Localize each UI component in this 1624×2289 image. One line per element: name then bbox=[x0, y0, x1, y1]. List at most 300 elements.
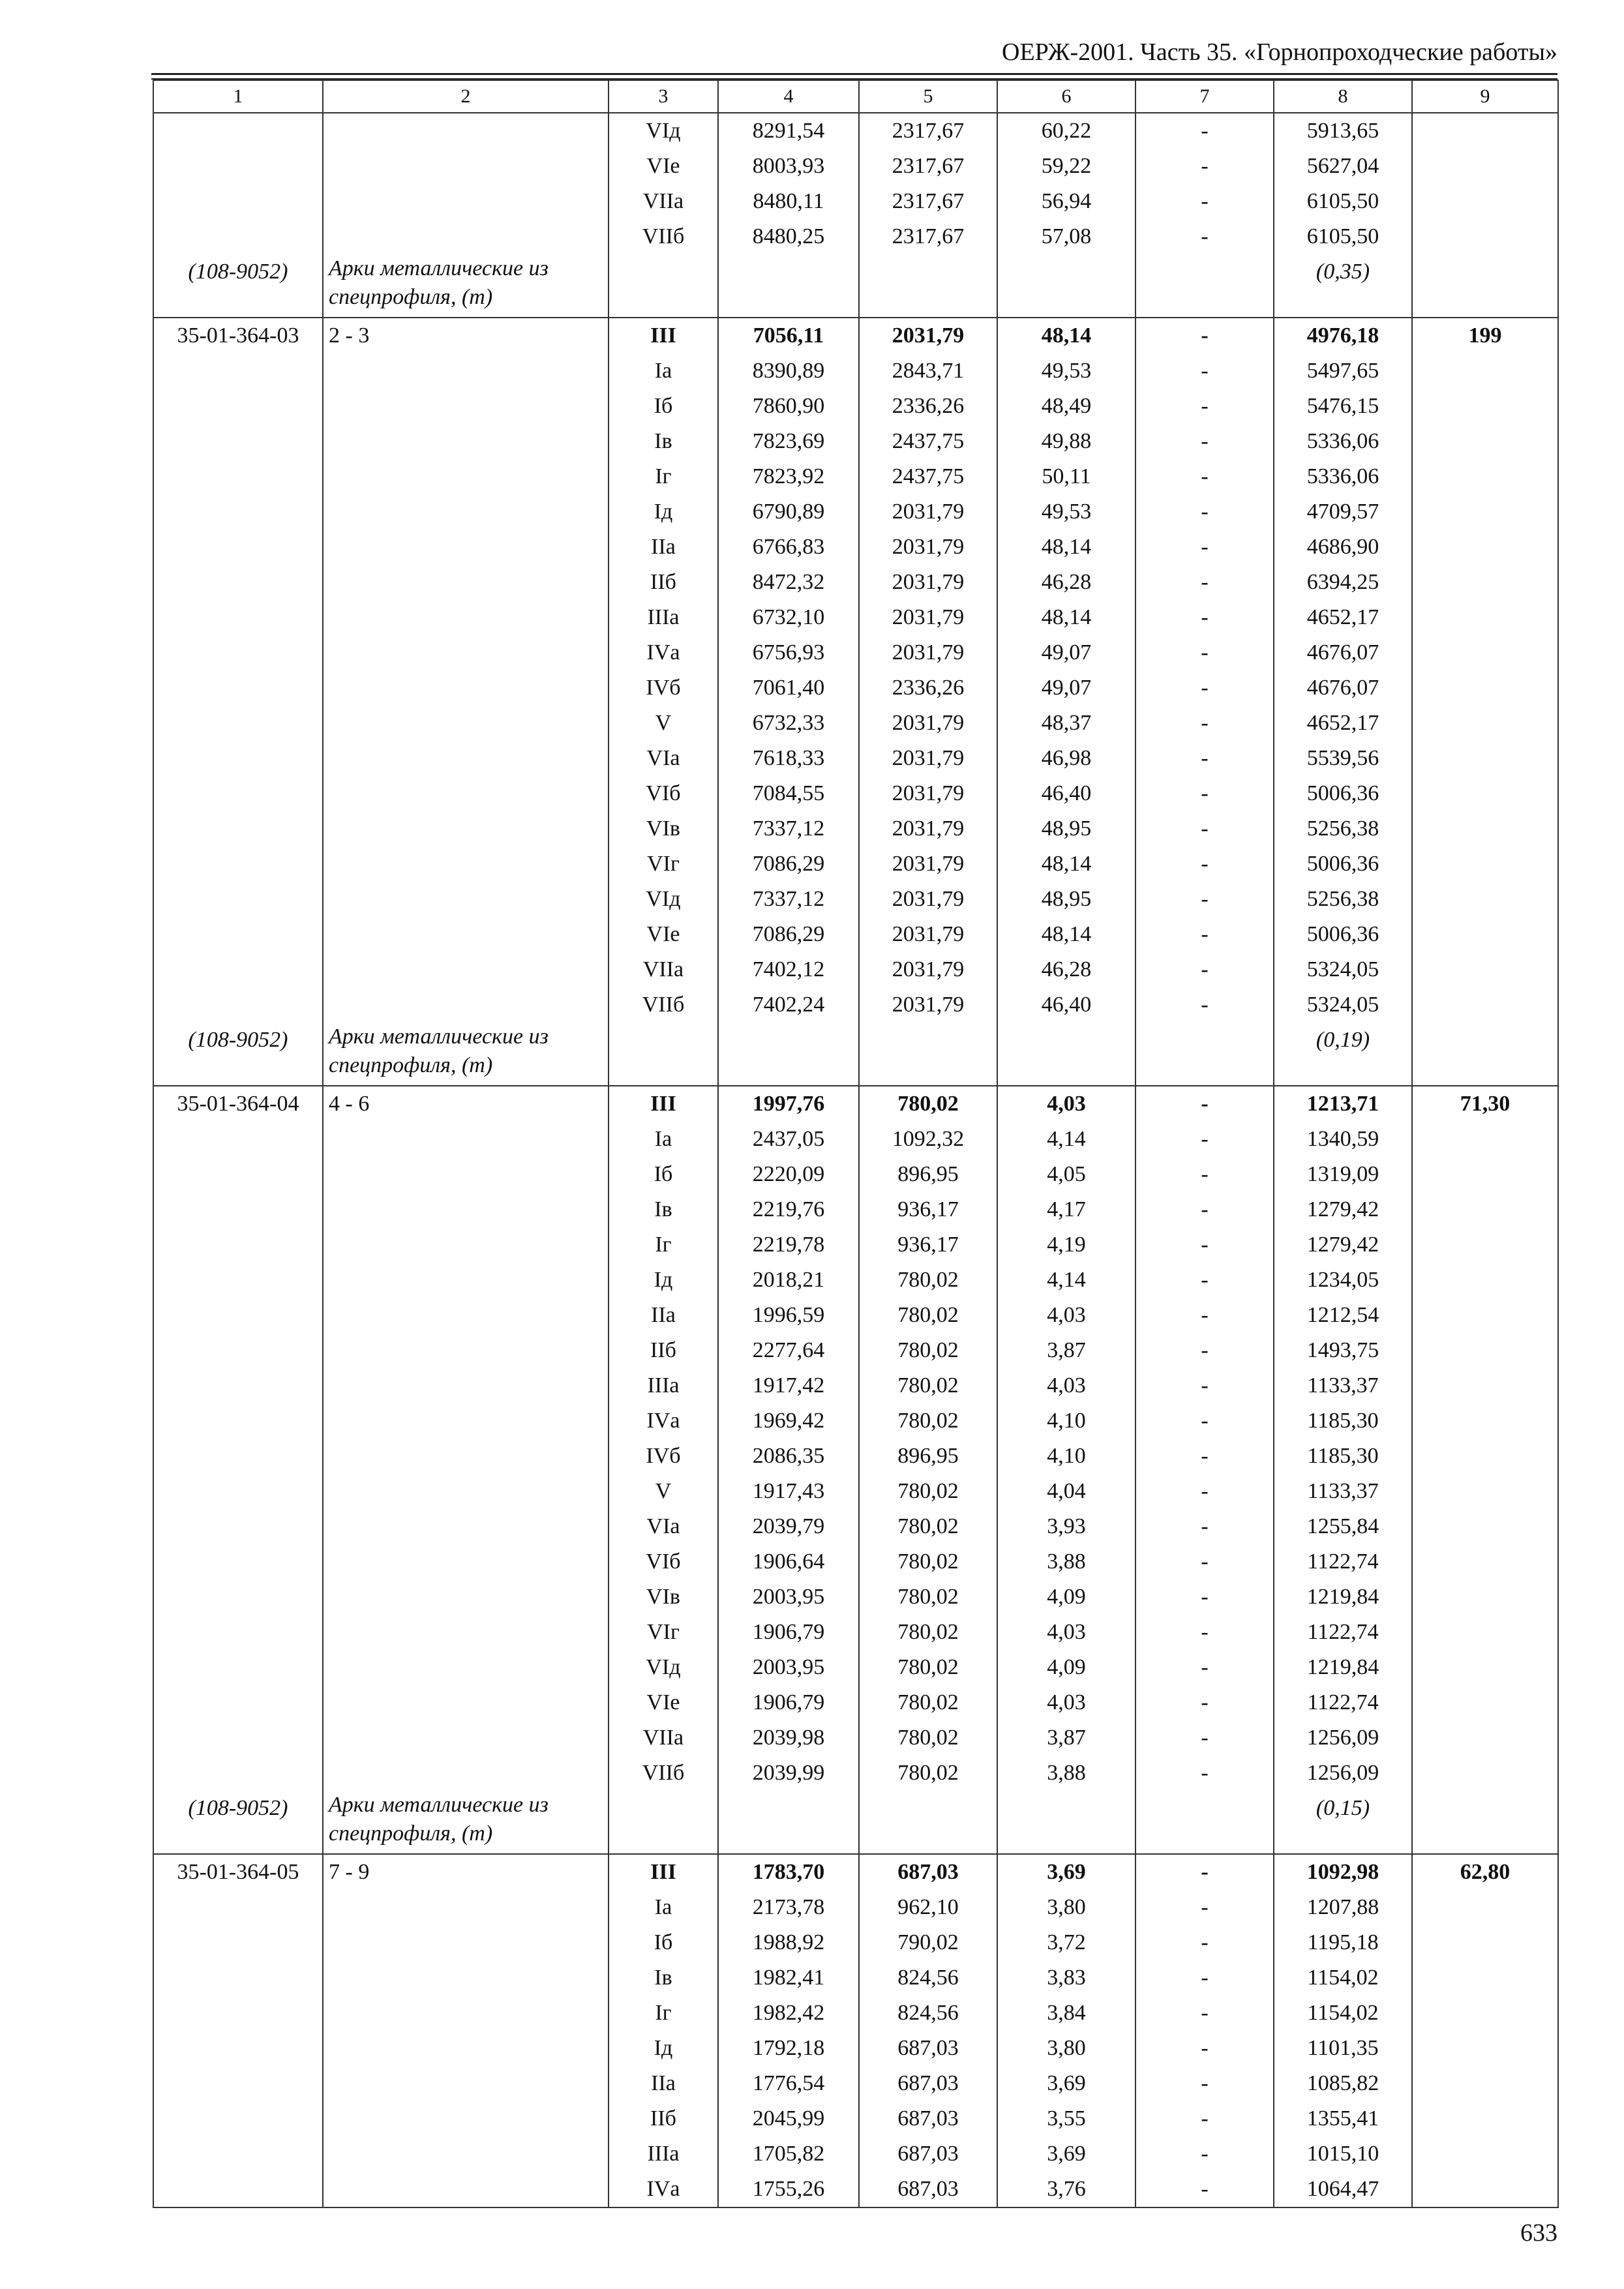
wages-cell: 780,02 bbox=[859, 1615, 997, 1650]
rate-code-cell bbox=[153, 389, 323, 424]
range-cell bbox=[323, 424, 609, 459]
rate-code-cell bbox=[153, 1403, 323, 1439]
direct-cost-cell: 1906,79 bbox=[718, 1615, 859, 1650]
wages-cell: 780,02 bbox=[859, 1579, 997, 1615]
materials-cell: 4676,07 bbox=[1274, 670, 1412, 706]
rate-code-cell bbox=[153, 219, 323, 254]
table-row bbox=[153, 1890, 1558, 1925]
machines-cell: 3,69 bbox=[997, 2136, 1135, 2172]
category-cell: VIа bbox=[609, 1509, 718, 1544]
range-cell bbox=[323, 1122, 609, 1157]
category-cell: IIа bbox=[609, 1298, 718, 1333]
materials-cell: 1154,02 bbox=[1274, 1960, 1412, 1996]
machines-cell: 4,19 bbox=[997, 1227, 1135, 1263]
labor-cost-cell bbox=[1412, 494, 1558, 530]
drivers-wages-cell: - bbox=[1135, 1122, 1274, 1157]
rate-code-cell bbox=[153, 2136, 323, 2172]
rate-code-cell bbox=[153, 2172, 323, 2207]
direct-cost-cell: 7337,12 bbox=[718, 811, 859, 846]
drivers-wages-cell: - bbox=[1135, 917, 1274, 952]
wages-cell: 687,03 bbox=[859, 2031, 997, 2066]
wages-cell: 2031,79 bbox=[859, 882, 997, 917]
wages-cell: 2031,79 bbox=[859, 846, 997, 882]
range-cell bbox=[323, 2066, 609, 2101]
labor-cost-cell bbox=[1412, 1157, 1558, 1192]
rate-code-cell bbox=[153, 1650, 323, 1685]
drivers-wages-cell: - bbox=[1135, 1650, 1274, 1685]
category-cell: VIв bbox=[609, 811, 718, 846]
material-note-row bbox=[153, 1791, 1558, 1854]
category-cell: IIIа bbox=[609, 1368, 718, 1403]
range-cell bbox=[323, 952, 609, 987]
wages-cell: 780,02 bbox=[859, 1368, 997, 1403]
drivers-wages-cell: - bbox=[1135, 1615, 1274, 1650]
materials-cell: 1256,09 bbox=[1274, 1756, 1412, 1791]
empty-cell bbox=[1412, 1023, 1558, 1086]
machines-cell: 49,07 bbox=[997, 635, 1135, 670]
drivers-wages-cell: - bbox=[1135, 530, 1274, 565]
machines-cell: 4,14 bbox=[997, 1263, 1135, 1298]
rate-code-cell bbox=[153, 1192, 323, 1227]
direct-cost-cell: 1783,70 bbox=[718, 1854, 859, 1890]
machines-cell: 4,03 bbox=[997, 1086, 1135, 1122]
table-row bbox=[153, 184, 1558, 219]
range-cell bbox=[323, 1615, 609, 1650]
wages-cell: 790,02 bbox=[859, 1925, 997, 1960]
drivers-wages-cell: - bbox=[1135, 882, 1274, 917]
wages-cell: 2031,79 bbox=[859, 318, 997, 353]
materials-cell: 1212,54 bbox=[1274, 1298, 1412, 1333]
rate-code-cell bbox=[153, 670, 323, 706]
materials-cell: 1255,84 bbox=[1274, 1509, 1412, 1544]
materials-cell: 1319,09 bbox=[1274, 1157, 1412, 1192]
drivers-wages-cell: - bbox=[1135, 1263, 1274, 1298]
materials-cell: 1219,84 bbox=[1274, 1650, 1412, 1685]
empty-cell bbox=[859, 1023, 997, 1086]
materials-cell: 5006,36 bbox=[1274, 776, 1412, 811]
empty-cell bbox=[997, 254, 1135, 318]
wages-cell: 2031,79 bbox=[859, 952, 997, 987]
table-row bbox=[153, 494, 1558, 530]
rate-code-cell: 35-01-364-05 bbox=[153, 1854, 323, 1890]
empty-cell bbox=[609, 1023, 718, 1086]
labor-cost-cell bbox=[1412, 635, 1558, 670]
empty-cell bbox=[997, 1023, 1135, 1086]
labor-cost-cell bbox=[1412, 1615, 1558, 1650]
materials-cell: 1092,98 bbox=[1274, 1854, 1412, 1890]
machines-cell: 48,95 bbox=[997, 882, 1135, 917]
table-row bbox=[153, 1996, 1558, 2031]
wages-cell: 780,02 bbox=[859, 1333, 997, 1368]
table-row bbox=[153, 2136, 1558, 2172]
machines-cell: 48,14 bbox=[997, 600, 1135, 635]
machines-cell: 48,14 bbox=[997, 917, 1135, 952]
empty-cell bbox=[1412, 254, 1558, 318]
range-cell bbox=[323, 565, 609, 600]
materials-cell: 5324,05 bbox=[1274, 952, 1412, 987]
drivers-wages-cell: - bbox=[1135, 1890, 1274, 1925]
category-cell: IVа bbox=[609, 635, 718, 670]
rate-code-cell bbox=[153, 1298, 323, 1333]
drivers-wages-cell: - bbox=[1135, 1227, 1274, 1263]
range-cell: 2 - 3 bbox=[323, 318, 609, 353]
category-cell: IIб bbox=[609, 2101, 718, 2136]
range-cell bbox=[323, 776, 609, 811]
rate-code-cell bbox=[153, 2066, 323, 2101]
page-number: 633 bbox=[1520, 2219, 1557, 2247]
drivers-wages-cell: - bbox=[1135, 2101, 1274, 2136]
materials-cell: 1185,30 bbox=[1274, 1439, 1412, 1474]
category-cell: Iг bbox=[609, 1227, 718, 1263]
wages-cell: 2336,26 bbox=[859, 389, 997, 424]
labor-cost-cell bbox=[1412, 2101, 1558, 2136]
wages-cell: 896,95 bbox=[859, 1439, 997, 1474]
category-cell: VIIа bbox=[609, 952, 718, 987]
materials-cell: 4652,17 bbox=[1274, 600, 1412, 635]
drivers-wages-cell: - bbox=[1135, 318, 1274, 353]
category-cell: VIб bbox=[609, 1544, 718, 1579]
labor-cost-cell bbox=[1412, 811, 1558, 846]
category-cell: VIд bbox=[609, 1650, 718, 1685]
rate-code-cell bbox=[153, 1615, 323, 1650]
labor-cost-cell bbox=[1412, 2172, 1558, 2207]
wages-cell: 687,03 bbox=[859, 2101, 997, 2136]
category-cell: VIб bbox=[609, 776, 718, 811]
range-cell bbox=[323, 1263, 609, 1298]
direct-cost-cell: 2219,76 bbox=[718, 1192, 859, 1227]
table-row bbox=[153, 952, 1558, 987]
direct-cost-cell: 7337,12 bbox=[718, 882, 859, 917]
labor-cost-cell bbox=[1412, 1925, 1558, 1960]
category-cell: Iд bbox=[609, 494, 718, 530]
labor-cost-cell: 62,80 bbox=[1412, 1854, 1558, 1890]
labor-cost-cell bbox=[1412, 1333, 1558, 1368]
direct-cost-cell: 1906,64 bbox=[718, 1544, 859, 1579]
direct-cost-cell: 8472,32 bbox=[718, 565, 859, 600]
empty-cell bbox=[718, 1023, 859, 1086]
category-cell: V bbox=[609, 1474, 718, 1509]
labor-cost-cell bbox=[1412, 149, 1558, 184]
rate-code-cell bbox=[153, 1439, 323, 1474]
range-cell: 7 - 9 bbox=[323, 1854, 609, 1890]
table-row bbox=[153, 2066, 1558, 2101]
category-cell: IIIа bbox=[609, 2136, 718, 2172]
note-text: Арки металлические из спецпрофиля, (т) bbox=[323, 1023, 609, 1086]
wages-cell: 2031,79 bbox=[859, 600, 997, 635]
materials-cell: 1213,71 bbox=[1274, 1086, 1412, 1122]
table-row bbox=[153, 565, 1558, 600]
drivers-wages-cell: - bbox=[1135, 1996, 1274, 2031]
table-row bbox=[153, 318, 1558, 353]
direct-cost-cell: 8291,54 bbox=[718, 113, 859, 149]
table-row bbox=[153, 353, 1558, 389]
rate-code-cell bbox=[153, 1333, 323, 1368]
drivers-wages-cell: - bbox=[1135, 424, 1274, 459]
table-row bbox=[153, 2031, 1558, 2066]
labor-cost-cell bbox=[1412, 1720, 1558, 1756]
table-row bbox=[153, 1474, 1558, 1509]
machines-cell: 48,37 bbox=[997, 706, 1135, 741]
empty-cell bbox=[859, 1791, 997, 1854]
range-cell bbox=[323, 1996, 609, 2031]
wages-cell: 2317,67 bbox=[859, 149, 997, 184]
table-row bbox=[153, 1439, 1558, 1474]
table-row bbox=[153, 1544, 1558, 1579]
drivers-wages-cell: - bbox=[1135, 600, 1274, 635]
rate-code-cell bbox=[153, 149, 323, 184]
wages-cell: 780,02 bbox=[859, 1720, 997, 1756]
rate-code-cell: 35-01-364-04 bbox=[153, 1086, 323, 1122]
materials-cell: 5627,04 bbox=[1274, 149, 1412, 184]
direct-cost-cell: 8003,93 bbox=[718, 149, 859, 184]
labor-cost-cell bbox=[1412, 1509, 1558, 1544]
range-cell bbox=[323, 741, 609, 776]
materials-cell: 1133,37 bbox=[1274, 1368, 1412, 1403]
category-cell: VIд bbox=[609, 882, 718, 917]
range-cell bbox=[323, 1192, 609, 1227]
machines-cell: 46,28 bbox=[997, 952, 1135, 987]
wages-cell: 2437,75 bbox=[859, 424, 997, 459]
machines-cell: 59,22 bbox=[997, 149, 1135, 184]
drivers-wages-cell: - bbox=[1135, 149, 1274, 184]
range-cell bbox=[323, 2136, 609, 2172]
category-cell: IIб bbox=[609, 565, 718, 600]
note-code: (108-9052) bbox=[153, 254, 323, 318]
col-header-9: 9 bbox=[1412, 80, 1558, 113]
machines-cell: 4,10 bbox=[997, 1439, 1135, 1474]
rate-code-cell bbox=[153, 424, 323, 459]
range-cell bbox=[323, 494, 609, 530]
machines-cell: 48,14 bbox=[997, 530, 1135, 565]
range-cell bbox=[323, 1403, 609, 1439]
range-cell bbox=[323, 2172, 609, 2207]
direct-cost-cell: 6732,33 bbox=[718, 706, 859, 741]
category-cell: VIг bbox=[609, 846, 718, 882]
category-cell: Iб bbox=[609, 389, 718, 424]
labor-cost-cell bbox=[1412, 184, 1558, 219]
rates-table bbox=[153, 80, 1559, 2208]
note-value: (0,19) bbox=[1274, 1023, 1412, 1086]
range-cell bbox=[323, 706, 609, 741]
direct-cost-cell: 6732,10 bbox=[718, 600, 859, 635]
drivers-wages-cell: - bbox=[1135, 1474, 1274, 1509]
table-row bbox=[153, 459, 1558, 494]
table-row bbox=[153, 1368, 1558, 1403]
rate-code-cell bbox=[153, 494, 323, 530]
direct-cost-cell: 2086,35 bbox=[718, 1439, 859, 1474]
machines-cell: 60,22 bbox=[997, 113, 1135, 149]
drivers-wages-cell: - bbox=[1135, 1333, 1274, 1368]
range-cell bbox=[323, 1890, 609, 1925]
table-row bbox=[153, 1960, 1558, 1996]
labor-cost-cell: 199 bbox=[1412, 318, 1558, 353]
materials-cell: 1101,35 bbox=[1274, 2031, 1412, 2066]
rate-code-cell bbox=[153, 987, 323, 1023]
machines-cell: 3,84 bbox=[997, 1996, 1135, 2031]
drivers-wages-cell: - bbox=[1135, 1854, 1274, 1890]
note-code: (108-9052) bbox=[153, 1791, 323, 1854]
rate-code-cell bbox=[153, 113, 323, 149]
drivers-wages-cell: - bbox=[1135, 1439, 1274, 1474]
machines-cell: 3,69 bbox=[997, 1854, 1135, 1890]
machines-cell: 48,14 bbox=[997, 846, 1135, 882]
table-row bbox=[153, 670, 1558, 706]
labor-cost-cell bbox=[1412, 987, 1558, 1023]
machines-cell: 50,11 bbox=[997, 459, 1135, 494]
materials-cell: 1133,37 bbox=[1274, 1474, 1412, 1509]
wages-cell: 1092,32 bbox=[859, 1122, 997, 1157]
rate-code-cell: 35-01-364-03 bbox=[153, 318, 323, 353]
machines-cell: 3,69 bbox=[997, 2066, 1135, 2101]
range-cell bbox=[323, 1579, 609, 1615]
rate-code-cell bbox=[153, 1890, 323, 1925]
materials-cell: 5913,65 bbox=[1274, 113, 1412, 149]
rate-code-cell bbox=[153, 1756, 323, 1791]
range-cell bbox=[323, 530, 609, 565]
table-row bbox=[153, 2101, 1558, 2136]
header-rule-thick bbox=[151, 73, 1557, 75]
materials-cell: 1154,02 bbox=[1274, 1996, 1412, 2031]
materials-cell: 1493,75 bbox=[1274, 1333, 1412, 1368]
labor-cost-cell bbox=[1412, 1439, 1558, 1474]
table-row bbox=[153, 635, 1558, 670]
labor-cost-cell bbox=[1412, 1650, 1558, 1685]
direct-cost-cell: 2039,79 bbox=[718, 1509, 859, 1544]
wages-cell: 896,95 bbox=[859, 1157, 997, 1192]
machines-cell: 49,53 bbox=[997, 353, 1135, 389]
labor-cost-cell bbox=[1412, 389, 1558, 424]
rate-code-cell bbox=[153, 1263, 323, 1298]
note-value: (0,15) bbox=[1274, 1791, 1412, 1854]
table-row bbox=[153, 1925, 1558, 1960]
machines-cell: 48,14 bbox=[997, 318, 1135, 353]
materials-cell: 6105,50 bbox=[1274, 184, 1412, 219]
rate-code-cell bbox=[153, 882, 323, 917]
machines-cell: 4,09 bbox=[997, 1579, 1135, 1615]
direct-cost-cell: 2173,78 bbox=[718, 1890, 859, 1925]
drivers-wages-cell: - bbox=[1135, 846, 1274, 882]
table-row bbox=[153, 1854, 1558, 1890]
wages-cell: 780,02 bbox=[859, 1263, 997, 1298]
labor-cost-cell bbox=[1412, 1368, 1558, 1403]
table-row bbox=[153, 389, 1558, 424]
rate-code-cell bbox=[153, 811, 323, 846]
wages-cell: 687,03 bbox=[859, 2066, 997, 2101]
table-row bbox=[153, 600, 1558, 635]
direct-cost-cell: 2003,95 bbox=[718, 1650, 859, 1685]
labor-cost-cell bbox=[1412, 424, 1558, 459]
materials-cell: 1122,74 bbox=[1274, 1685, 1412, 1720]
empty-cell bbox=[609, 254, 718, 318]
machines-cell: 46,40 bbox=[997, 987, 1135, 1023]
range-cell bbox=[323, 1439, 609, 1474]
machines-cell: 4,17 bbox=[997, 1192, 1135, 1227]
empty-cell bbox=[718, 1791, 859, 1854]
drivers-wages-cell: - bbox=[1135, 1298, 1274, 1333]
category-cell: Iд bbox=[609, 2031, 718, 2066]
machines-cell: 3,87 bbox=[997, 1333, 1135, 1368]
drivers-wages-cell: - bbox=[1135, 635, 1274, 670]
rate-code-cell bbox=[153, 1720, 323, 1756]
category-cell: IIб bbox=[609, 1333, 718, 1368]
table-row bbox=[153, 741, 1558, 776]
category-cell: Iв bbox=[609, 1960, 718, 1996]
empty-cell bbox=[997, 1791, 1135, 1854]
range-cell bbox=[323, 113, 609, 149]
labor-cost-cell bbox=[1412, 1227, 1558, 1263]
drivers-wages-cell: - bbox=[1135, 1544, 1274, 1579]
machines-cell: 3,72 bbox=[997, 1925, 1135, 1960]
drivers-wages-cell: - bbox=[1135, 2172, 1274, 2207]
labor-cost-cell: 71,30 bbox=[1412, 1086, 1558, 1122]
drivers-wages-cell: - bbox=[1135, 1960, 1274, 1996]
category-cell: Iг bbox=[609, 1996, 718, 2031]
direct-cost-cell: 1792,18 bbox=[718, 2031, 859, 2066]
direct-cost-cell: 6756,93 bbox=[718, 635, 859, 670]
materials-cell: 5256,38 bbox=[1274, 811, 1412, 846]
machines-cell: 4,14 bbox=[997, 1122, 1135, 1157]
direct-cost-cell: 7402,24 bbox=[718, 987, 859, 1023]
machines-cell: 3,93 bbox=[997, 1509, 1135, 1544]
rate-code-cell bbox=[153, 184, 323, 219]
rate-code-cell bbox=[153, 1960, 323, 1996]
category-cell: V bbox=[609, 706, 718, 741]
table-row bbox=[153, 706, 1558, 741]
wages-cell: 2031,79 bbox=[859, 565, 997, 600]
direct-cost-cell: 6766,83 bbox=[718, 530, 859, 565]
rate-code-cell bbox=[153, 1368, 323, 1403]
wages-cell: 780,02 bbox=[859, 1544, 997, 1579]
drivers-wages-cell: - bbox=[1135, 389, 1274, 424]
drivers-wages-cell: - bbox=[1135, 1579, 1274, 1615]
rate-code-cell bbox=[153, 1685, 323, 1720]
wages-cell: 687,03 bbox=[859, 2136, 997, 2172]
drivers-wages-cell: - bbox=[1135, 1403, 1274, 1439]
table-row bbox=[153, 1263, 1558, 1298]
table-row bbox=[153, 1756, 1558, 1791]
labor-cost-cell bbox=[1412, 2031, 1558, 2066]
labor-cost-cell bbox=[1412, 670, 1558, 706]
machines-cell: 49,07 bbox=[997, 670, 1135, 706]
materials-cell: 5324,05 bbox=[1274, 987, 1412, 1023]
drivers-wages-cell: - bbox=[1135, 1685, 1274, 1720]
direct-cost-cell: 2219,78 bbox=[718, 1227, 859, 1263]
category-cell: VIе bbox=[609, 1685, 718, 1720]
table-row bbox=[153, 917, 1558, 952]
wages-cell: 780,02 bbox=[859, 1756, 997, 1791]
col-header-6: 6 bbox=[997, 80, 1135, 113]
materials-cell: 1340,59 bbox=[1274, 1122, 1412, 1157]
empty-cell bbox=[1135, 254, 1274, 318]
category-cell: Iд bbox=[609, 1263, 718, 1298]
direct-cost-cell: 2039,99 bbox=[718, 1756, 859, 1791]
rate-code-cell bbox=[153, 565, 323, 600]
range-cell bbox=[323, 1720, 609, 1756]
wages-cell: 687,03 bbox=[859, 1854, 997, 1890]
category-cell: Iа bbox=[609, 1890, 718, 1925]
direct-cost-cell: 2437,05 bbox=[718, 1122, 859, 1157]
table-row bbox=[153, 1509, 1558, 1544]
labor-cost-cell bbox=[1412, 2136, 1558, 2172]
machines-cell: 4,04 bbox=[997, 1474, 1135, 1509]
wages-cell: 2317,67 bbox=[859, 184, 997, 219]
range-cell bbox=[323, 600, 609, 635]
note-code: (108-9052) bbox=[153, 1023, 323, 1086]
machines-cell: 56,94 bbox=[997, 184, 1135, 219]
labor-cost-cell bbox=[1412, 1403, 1558, 1439]
range-cell bbox=[323, 2101, 609, 2136]
direct-cost-cell: 7061,40 bbox=[718, 670, 859, 706]
